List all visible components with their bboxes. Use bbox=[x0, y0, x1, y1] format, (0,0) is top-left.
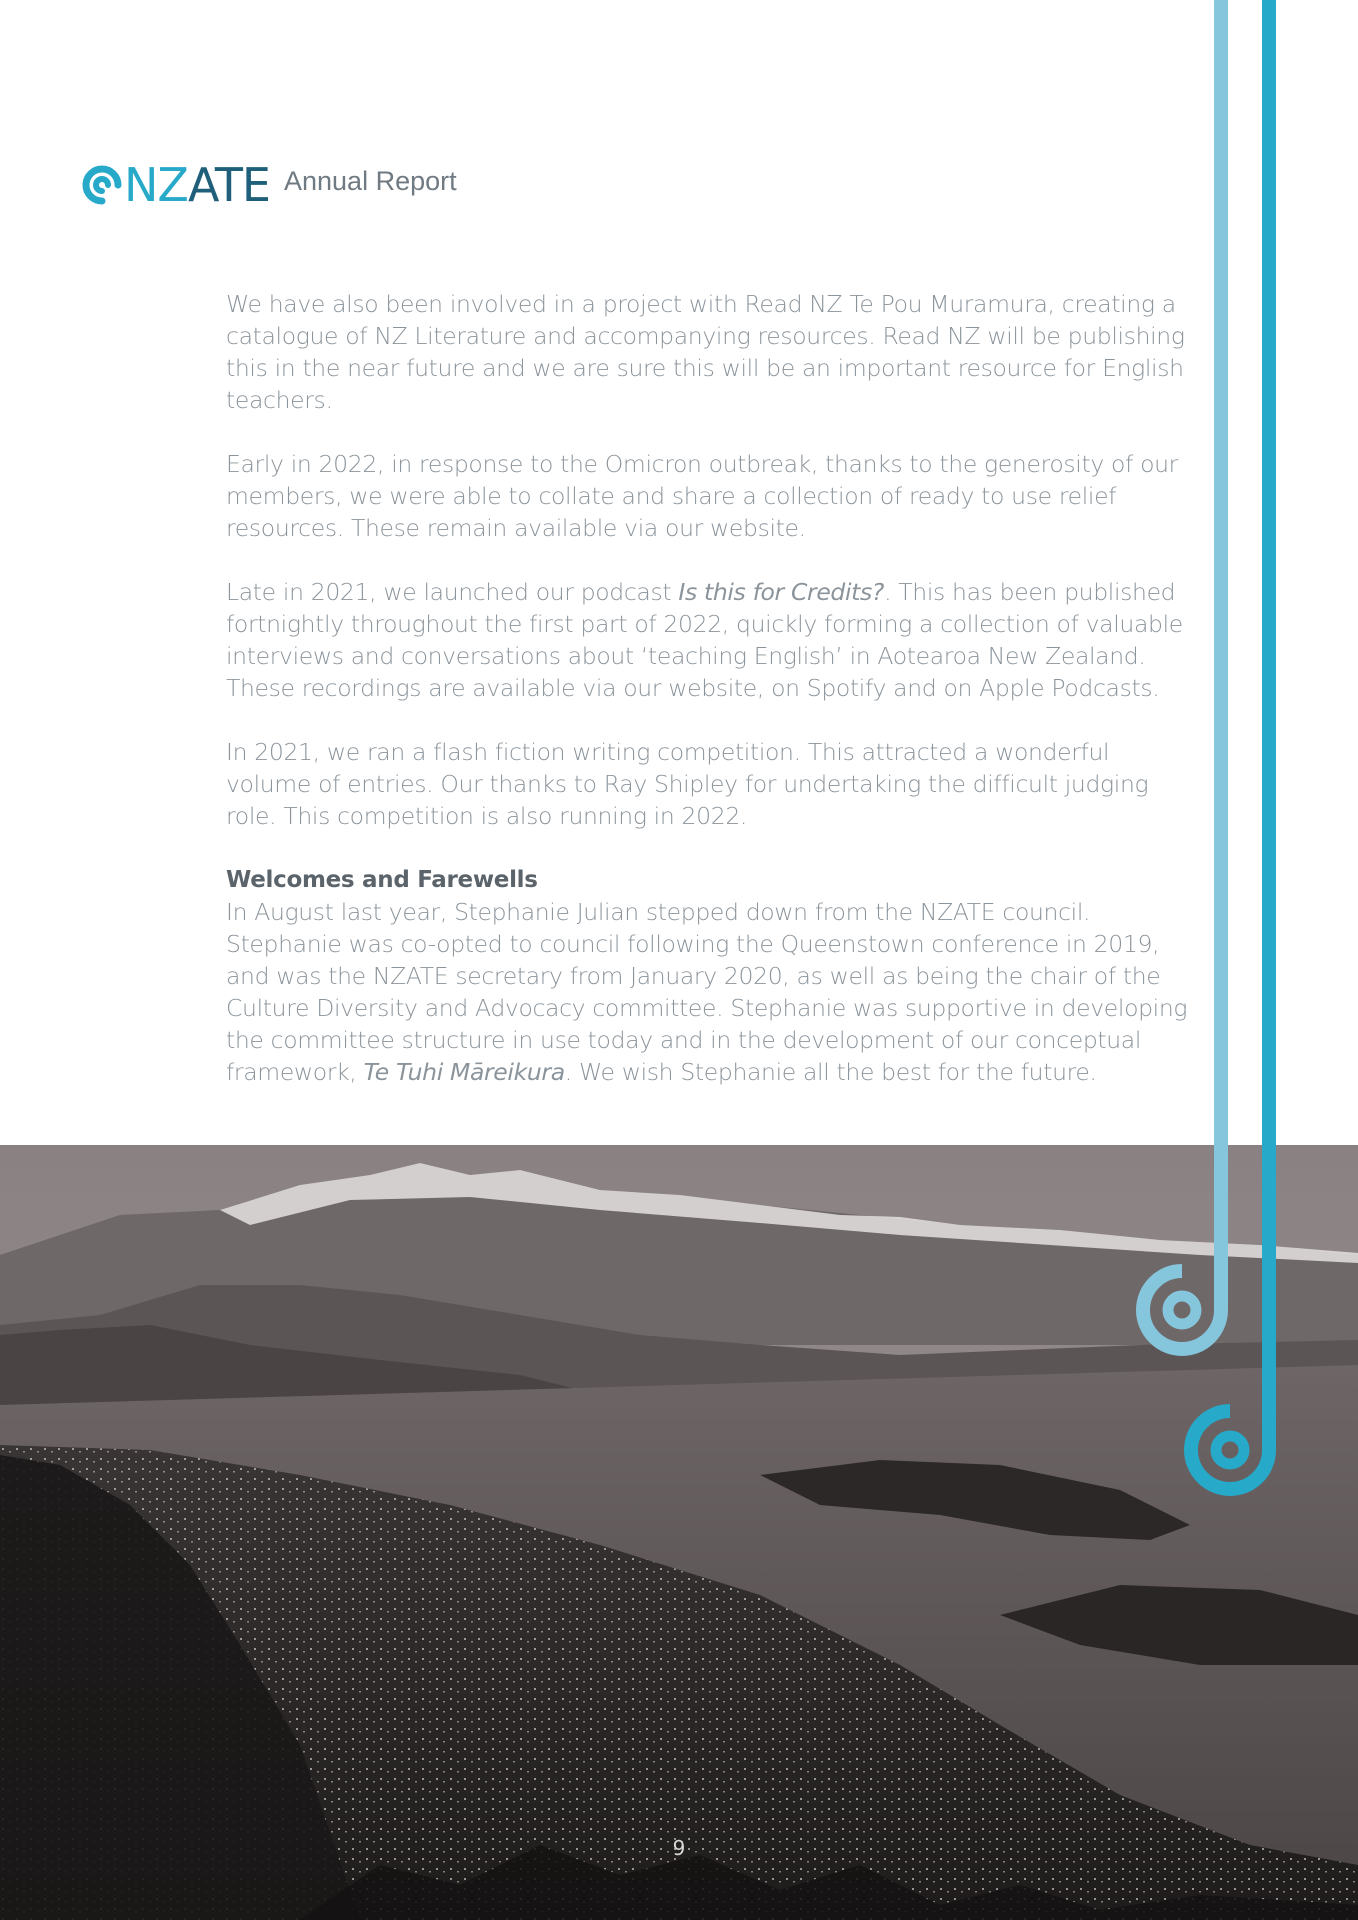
logo-wordmark bbox=[124, 158, 270, 212]
logo-ate: ATE bbox=[187, 158, 270, 212]
section-heading: Welcomes and Farewells bbox=[226, 867, 538, 893]
podcast-text-end: . This has been published fortnightly throughout the first part of 2022, quickly forming a collection of valuable interviews and conversations about ‘teaching English’ in Aotearoa New Zealand. These recordings are available via our website, on Spotify and on Apple Podcasts. bbox=[226, 578, 1183, 702]
podcast-title: Is this for Credits? bbox=[678, 578, 885, 606]
page-number: 9 bbox=[672, 1836, 686, 1860]
page-header bbox=[82, 160, 457, 210]
koru-spiral-icon bbox=[82, 165, 122, 205]
koru-ribbon-decoration bbox=[1130, 0, 1280, 1500]
logo-nz: NZ bbox=[124, 158, 188, 212]
podcast-text-start: Late in 2021, we launched our podcast bbox=[226, 578, 679, 606]
document-title: Annual Report bbox=[284, 165, 457, 196]
paragraph-podcast bbox=[226, 576, 1192, 704]
paragraph-flash-fiction: In 2021, we ran a flash fiction writing competition. This attracted a wonderful volume of entries. Our thanks to Ray Shipley for undertaking the difficult judging role. This competition is also running in 2022. bbox=[226, 738, 1149, 830]
paragraph-read-nz: We have also been involved in a project with Read NZ Te Pou Muramura, creating a catalogue of NZ Literature and accompanying resources. Read NZ will be publishing this in the near future and we are sure this will be an important resource for English teachers. bbox=[226, 290, 1185, 414]
framework-title: Te Tuhi Māreikura bbox=[363, 1058, 565, 1086]
paragraph-farewell bbox=[226, 896, 1192, 1088]
main-content bbox=[226, 288, 1192, 1088]
farewell-text-end: . We wish Stephanie all the best for the future. bbox=[564, 1058, 1097, 1086]
farewell-text-start: In August last year, Stephanie Julian stepped down from the NZATE council. Stephanie was co-opted to council following the Queenstown conference in 2019, and was the NZATE secretary from January 2020, as well as being the chair of the Culture Diversity and Advocacy committee. Stephanie was supportive in developing the committee structure in use today and in the development of our conceptual framework, bbox=[226, 898, 1188, 1086]
nzate-logo bbox=[82, 158, 270, 212]
paragraph-omicron: Early in 2022, in response to the Omicron outbreak, thanks to the generosity of our members, we were able to collate and share a collection of ready to use relief resources. These remain available via our website. bbox=[226, 450, 1178, 542]
